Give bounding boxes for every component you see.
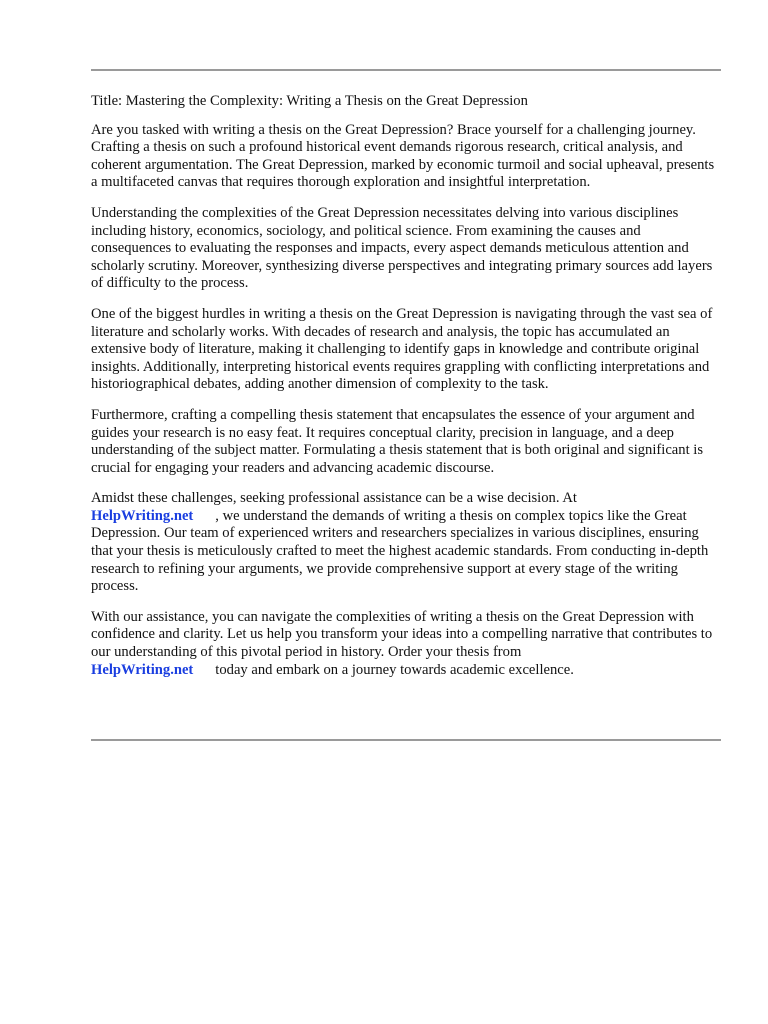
helpwriting-link[interactable]: HelpWriting.net <box>91 507 194 524</box>
paragraph-hurdles: One of the biggest hurdles in writing a thesis on the Great Depression is navigating through the vast sea of literature and scholarly works. With decades of research and analysis, the topic has accumulated an extensive body of literature, making it challenging to identify gaps in knowledge and contribute original insights. Additionally, interpreting historical events requires grappling with conflicting interpretations and historiographical debates, adding another dimension of complexity to the task. <box>91 305 713 393</box>
paragraph-closing-rest: today and embark on a journey towards academic excellence. <box>215 661 574 678</box>
paragraph-intro: Are you tasked with writing a thesis on the Great Depression? Brace yourself for a challenging journey. Crafting a thesis on such a profound historical event demands rigorous research, critical analysis, and coherent argumentation. The Great Depression, marked by economic turmoil and social upheaval, presents a multifaceted canvas that requires thorough exploration and insightful interpretation. <box>91 121 715 191</box>
bottom-divider <box>91 739 721 741</box>
paragraph-complexities: Understanding the complexities of the Great Depression necessitates delving into various disciplines including history, economics, sociology, and political science. From examining the causes and consequences to evaluating the responses and impacts, every aspect demands meticulous attention and scholarly scrutiny. Moreover, synthesizing diverse perspectives and integrating primary sources add layers of difficulty to the process. <box>91 204 713 292</box>
paragraph-closing-lead: With our assistance, you can navigate the complexities of writing a thesis on the Great Depression with confidence and clarity. Let us help you transform your ideas into a compelling narrative that contributes to our understanding of this pivotal period in history. Order your thesis from <box>91 608 713 661</box>
helpwriting-link-order[interactable]: HelpWriting.net <box>91 661 194 678</box>
paragraph-assistance-lead: Amidst these challenges, seeking professional assistance can be a wise decision. At <box>91 490 577 507</box>
paragraph-assistance-rest: , we understand the demands of writing a thesis on complex topics like the Great Depression. Our team of experienced writers and researchers specializes in various disciplines, ensuring that your thesis is meticulously crafted to meet the highest academic standards. From conducting in-depth research to refining your arguments, we provide comprehensive support at every stage of the writing process. <box>91 507 709 595</box>
document-body <box>91 93 723 692</box>
top-divider <box>91 69 721 71</box>
document-title: Title: Mastering the Complexity: Writing a Thesis on the Great Depression <box>91 93 528 109</box>
paragraph-closing <box>91 609 723 679</box>
paragraph-thesis-statement: Furthermore, crafting a compelling thesis statement that encapsulates the essence of your argument and guides your research is no easy feat. It requires conceptual clarity, precision in language, and a deep understanding of the subject matter. Formulating a thesis statement that is both original and significant is crucial for engaging your readers and advancing academic discourse. <box>91 406 704 476</box>
paragraph-assistance <box>91 490 723 596</box>
